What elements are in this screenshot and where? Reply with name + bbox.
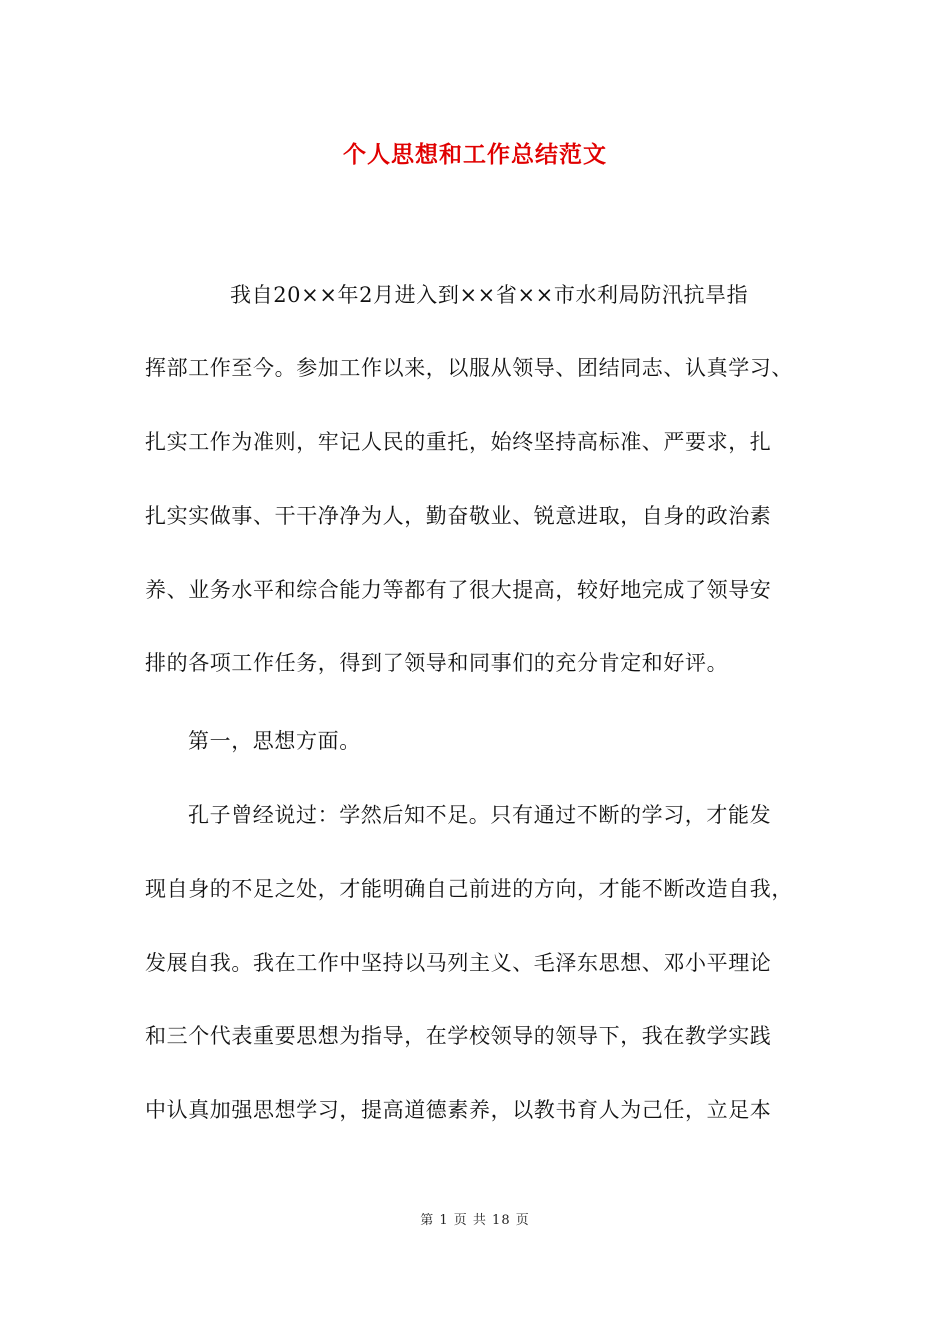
- paragraph-line: 现自身的不足之处，才能明确自己前进的方向，才能不断改造自我，: [145, 877, 793, 901]
- paragraph-line: 中认真加强思想学习，提高道德素养，以教书育人为己任，立足本: [145, 1098, 772, 1122]
- page-number: 第 1 页 共 18 页: [420, 1213, 530, 1228]
- paragraph-line: 我自20××年2月进入到××省××市水利局防汛抗旱指: [230, 283, 749, 307]
- document-title: 个人思想和工作总结范文: [343, 141, 607, 168]
- paragraph-line: 挥部工作至今。参加工作以来，以服从领导、团结同志、认真学习、: [145, 356, 793, 380]
- paragraph-line: 扎实实做事、干干净净为人，勤奋敬业、锐意进取，自身的政治素: [145, 504, 772, 528]
- paragraph-line: 排的各项工作任务，得到了领导和同事们的充分肯定和好评。: [145, 651, 729, 675]
- paragraph-line: 扎实工作为准则，牢记人民的重托，始终坚持高标准、严要求，扎: [145, 430, 772, 454]
- paragraph-line: 养、业务水平和综合能力等都有了很大提高，较好地完成了领导安: [145, 578, 772, 602]
- paragraph-line: 和三个代表重要思想为指导，在学校领导的领导下，我在教学实践: [145, 1024, 772, 1048]
- paragraph-line: 孔子曾经说过：学然后知不足。只有通过不断的学习，才能发: [188, 803, 772, 827]
- paragraph-line: 发展自我。我在工作中坚持以马列主义、毛泽东思想、邓小平理论: [145, 951, 772, 975]
- section-heading: 第一，思想方面。: [188, 729, 361, 753]
